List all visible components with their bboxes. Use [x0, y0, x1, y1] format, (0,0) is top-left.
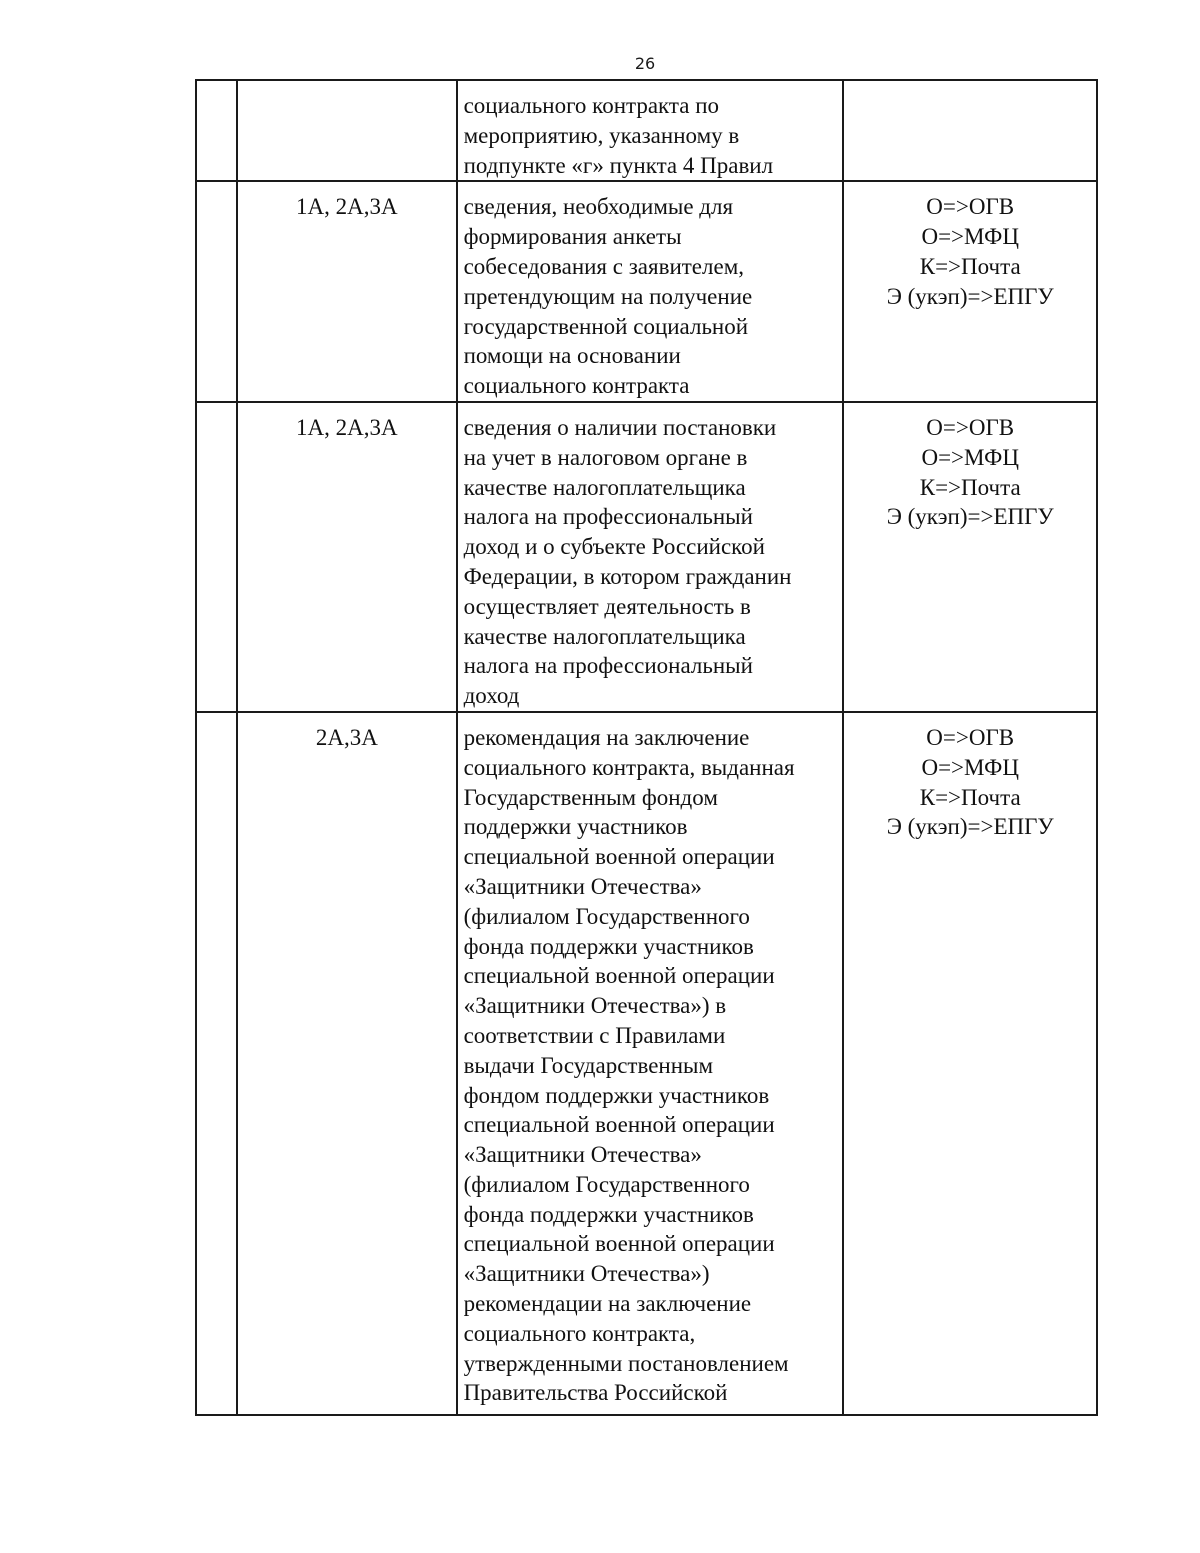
description-line: налога на профессиональный [463, 653, 753, 679]
table-row [196, 712, 1097, 1415]
submission-method: Э (укэп)=>ЕПГУ [886, 814, 1054, 840]
description-line: соответствии с Правилами [463, 1022, 726, 1048]
cell-document-description [457, 712, 844, 1415]
submission-method: К=>Почта [919, 474, 1021, 500]
description-line: помощи на основании [463, 343, 681, 369]
table-row [196, 80, 1097, 181]
table-body [196, 80, 1097, 1415]
cell-document-description [457, 181, 844, 402]
description-line: «Защитники Отечества») [463, 1261, 710, 1287]
submission-method: О=>МФЦ [921, 444, 1019, 470]
cell-submission-methods [843, 80, 1097, 181]
submission-method: К=>Почта [919, 784, 1021, 810]
description-line: претендующим на получение [463, 283, 753, 309]
cell-submission-methods [843, 712, 1097, 1415]
description-line: социального контракта, выданная [463, 754, 795, 780]
description-line: сведения, необходимые для [463, 194, 734, 220]
description-line: (филиалом Государственного [463, 1171, 750, 1197]
cell-submission-methods [843, 402, 1097, 712]
page-number: 26 [634, 54, 656, 73]
description-line: выдачи Государственным [463, 1052, 714, 1078]
description-line: сведения о наличии постановки [463, 414, 777, 440]
description-line: формирования анкеты [463, 224, 682, 250]
description-line: государственной социальной [463, 313, 749, 339]
cell-row-number [196, 402, 237, 712]
description-line: Государственным фондом [463, 784, 718, 810]
submission-method: О=>МФЦ [921, 224, 1019, 250]
cell-category-code: 2А,3А [237, 712, 456, 1415]
submission-method: Э (укэп)=>ЕПГУ [886, 504, 1054, 530]
table-row [196, 181, 1097, 402]
cell-category-code [237, 80, 456, 181]
description-line: рекомендации на заключение [463, 1291, 752, 1317]
description-line: социального контракта, [463, 1320, 696, 1346]
description-line: Правительства Российской [463, 1380, 728, 1406]
cell-document-description [457, 80, 844, 181]
description-line: утвержденными постановлением [463, 1350, 789, 1376]
description-line: фондом поддержки участников [463, 1082, 770, 1108]
description-line: качестве налогоплательщика [463, 623, 746, 649]
description-line: специальной военной операции [463, 844, 775, 870]
submission-method: К=>Почта [919, 253, 1021, 279]
description-line: социального контракта по [463, 93, 720, 118]
description-line: специальной военной операции [463, 1231, 775, 1257]
description-line: мероприятию, указанному в [463, 122, 740, 148]
table-row [196, 402, 1097, 712]
description-line: фонда поддержки участников [463, 1201, 754, 1227]
description-line: доход и о субъекте Российской [463, 534, 765, 560]
description-line: (филиалом Государственного [463, 903, 750, 929]
description-line: социального контракта [463, 373, 690, 399]
cell-row-number [196, 80, 237, 181]
cell-row-number [196, 181, 237, 402]
submission-method: О=>ОГВ [926, 414, 1015, 440]
description-line: подпункте «г» пункта 4 Правил [463, 152, 774, 178]
description-line: фонда поддержки участников [463, 933, 754, 959]
description-line: на учет в налоговом органе в [463, 444, 748, 470]
description-line: доход [463, 683, 520, 709]
cell-submission-methods [843, 181, 1097, 402]
submission-method: О=>ОГВ [926, 724, 1015, 750]
description-line: Федерации, в котором гражданин [463, 563, 792, 589]
description-line: собеседования с заявителем, [463, 253, 745, 279]
description-line: «Защитники Отечества» [463, 873, 702, 899]
description-line: специальной военной операции [463, 1112, 775, 1138]
description-line: осуществляет деятельность в [463, 593, 751, 619]
description-line: «Защитники Отечества» [463, 1142, 702, 1168]
document-table [195, 79, 1098, 1416]
description-line: «Защитники Отечества») в [463, 993, 727, 1019]
submission-method: О=>ОГВ [926, 194, 1015, 220]
cell-category-code: 1А, 2А,3А [237, 402, 456, 712]
description-line: налога на профессиональный [463, 504, 753, 530]
cell-document-description [457, 402, 844, 712]
description-line: качестве налогоплательщика [463, 474, 746, 500]
cell-category-code: 1А, 2А,3А [237, 181, 456, 402]
description-line: поддержки участников [463, 814, 688, 840]
description-line: рекомендация на заключение [463, 724, 750, 750]
description-line: специальной военной операции [463, 963, 775, 989]
cell-row-number [196, 712, 237, 1415]
submission-method: О=>МФЦ [921, 754, 1019, 780]
submission-method: Э (укэп)=>ЕПГУ [886, 283, 1054, 309]
